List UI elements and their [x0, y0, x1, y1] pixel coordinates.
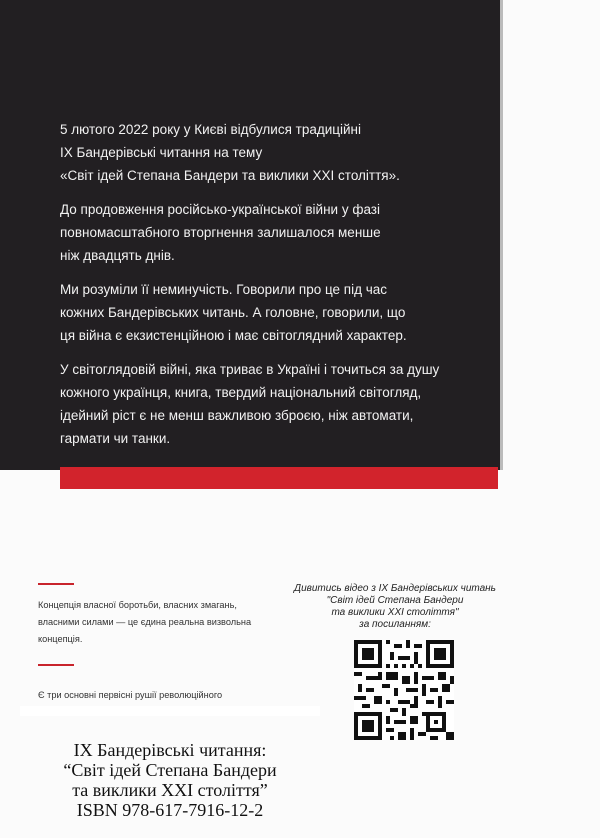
book-series-title: IX Бандерівські читання:: [73, 740, 267, 760]
book-isbn: ISBN 978-617-7916-12-2: [76, 800, 264, 820]
red-accent-band: [60, 467, 498, 489]
page-cutoff: [20, 706, 320, 716]
qr-code-icon[interactable]: [354, 640, 454, 740]
video-caption-3: за посиланням:: [359, 619, 431, 630]
video-caption-2: "Світ ідей Степана Бандери та виклики XXI століття": [326, 595, 464, 618]
side-note-1: Концепція власної боротьби, власних змагань, власними силами — це єдина реальна визвольна концепція.: [38, 600, 252, 644]
paragraph-3: Ми розуміли її неминучість. Говорили про це під час кожних Бандерівських читань. А головне, говорили, що ця війна є екзистенційною і має світоглядний характер.: [60, 282, 407, 343]
book-title-line-1: “Світ ідей Степана Бандери: [63, 760, 277, 780]
paragraph-1: 5 лютого 2022 року у Києві відбулися традиційні IX Бандерівські читання на тему «Світ ідей Степана Бандери та виклики XXI століття».: [60, 122, 400, 183]
panel-edge-shadow: [500, 0, 503, 470]
side-note-2: Є три основні первісні рушії революційного: [38, 690, 223, 700]
paragraph-2: До продовження російсько-української війни у фазі повномасштабного вторгнення залишалося менше ніж двадцять днів.: [60, 202, 381, 263]
paragraph-4: У світоглядовій війні, яка триває в Україні і точиться за душу кожного українця, книга, твердий національний світогляд, ідейний ріст є не менш важливою зброєю, ніж автомати, гармати чи танки.: [60, 362, 440, 446]
book-title-line-2: та виклики XXI століття”: [72, 780, 268, 800]
video-caption-1: Дивитись відео з IX Бандерівських читань: [294, 583, 496, 594]
video-link-block: [280, 583, 510, 631]
book-info-block: [40, 740, 300, 820]
main-text-block: [60, 118, 480, 461]
accent-line-2: [38, 664, 74, 666]
accent-line-1: [38, 583, 74, 585]
